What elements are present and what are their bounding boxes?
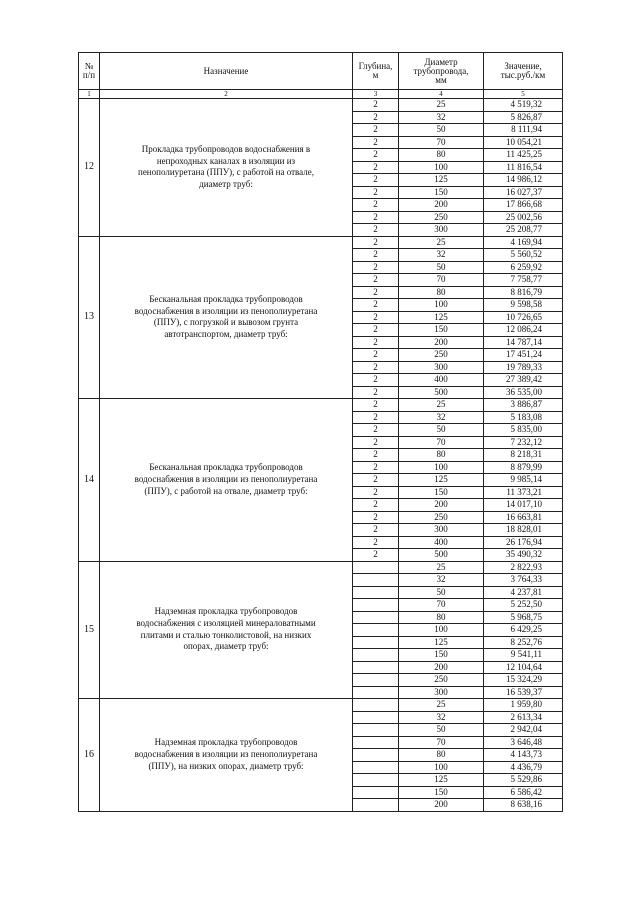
depth-cell: [353, 699, 399, 712]
row-description: Надземная прокладка трубопроводов водоснабжения с изоляцией минераловатными плитами и сталью тонколистовой, на низких опорах, диаметр труб:: [100, 561, 353, 699]
column-number-row: [79, 90, 563, 99]
depth-cell: [353, 586, 399, 599]
value-cell: 2 942,04: [484, 724, 563, 737]
value-cell: 8 638,16: [484, 799, 563, 812]
depth-cell: 2: [353, 436, 399, 449]
table-row: [79, 99, 563, 112]
depth-cell: 2: [353, 186, 399, 199]
diameter-cell: 80: [399, 611, 484, 624]
diameter-cell: 25: [399, 236, 484, 249]
diameter-cell: 100: [399, 624, 484, 637]
value-cell: 6 259,92: [484, 261, 563, 274]
depth-cell: 2: [353, 299, 399, 312]
value-cell: 6 429,25: [484, 624, 563, 637]
value-cell: 25 208,77: [484, 224, 563, 237]
diameter-cell: 50: [399, 424, 484, 437]
depth-cell: 2: [353, 486, 399, 499]
column-number: 2: [100, 90, 353, 99]
header-no: № п/п: [79, 53, 100, 90]
column-number: 5: [484, 90, 563, 99]
depth-cell: 2: [353, 361, 399, 374]
row-description: Надземная прокладка трубопроводов водоснабжения в изоляции из пенополиуретана (ППУ), на низких опорах, диаметр труб:: [100, 699, 353, 812]
diameter-cell: 70: [399, 436, 484, 449]
value-cell: 3 646,48: [484, 736, 563, 749]
diameter-cell: 250: [399, 511, 484, 524]
table-row: [79, 699, 563, 712]
depth-cell: [353, 774, 399, 787]
value-cell: 5 968,75: [484, 611, 563, 624]
diameter-cell: 125: [399, 174, 484, 187]
value-cell: 5 183,08: [484, 411, 563, 424]
diameter-cell: 150: [399, 324, 484, 337]
value-cell: 19 789,33: [484, 361, 563, 374]
value-cell: 7 232,12: [484, 436, 563, 449]
value-cell: 8 218,31: [484, 449, 563, 462]
depth-cell: [353, 736, 399, 749]
diameter-cell: 100: [399, 461, 484, 474]
diameter-cell: 150: [399, 486, 484, 499]
depth-cell: [353, 786, 399, 799]
diameter-cell: 500: [399, 549, 484, 562]
value-cell: 4 237,81: [484, 586, 563, 599]
diameter-cell: 100: [399, 761, 484, 774]
value-cell: 6 586,42: [484, 786, 563, 799]
value-cell: 15 324,29: [484, 674, 563, 687]
diameter-cell: 150: [399, 186, 484, 199]
diameter-cell: 32: [399, 111, 484, 124]
value-cell: 2 613,34: [484, 711, 563, 724]
diameter-cell: 80: [399, 749, 484, 762]
depth-cell: 2: [353, 149, 399, 162]
depth-cell: 2: [353, 136, 399, 149]
depth-cell: 2: [353, 249, 399, 262]
value-cell: 8 879,99: [484, 461, 563, 474]
row-number: 15: [79, 561, 100, 699]
depth-cell: 2: [353, 236, 399, 249]
table-row: [79, 561, 563, 574]
depth-cell: 2: [353, 336, 399, 349]
value-cell: 4 169,94: [484, 236, 563, 249]
diameter-cell: 100: [399, 161, 484, 174]
depth-cell: [353, 674, 399, 687]
diameter-cell: 300: [399, 224, 484, 237]
depth-cell: 2: [353, 174, 399, 187]
depth-cell: [353, 611, 399, 624]
diameter-cell: 32: [399, 411, 484, 424]
diameter-cell: 50: [399, 586, 484, 599]
diameter-cell: 150: [399, 786, 484, 799]
depth-cell: 2: [353, 386, 399, 399]
depth-cell: 2: [353, 211, 399, 224]
diameter-cell: 400: [399, 374, 484, 387]
depth-cell: 2: [353, 311, 399, 324]
value-cell: 14 986,12: [484, 174, 563, 187]
diameter-cell: 25: [399, 399, 484, 412]
value-cell: 9 598,58: [484, 299, 563, 312]
depth-cell: 2: [353, 461, 399, 474]
value-cell: 5 826,87: [484, 111, 563, 124]
depth-cell: 2: [353, 274, 399, 287]
depth-cell: [353, 799, 399, 812]
row-number: 16: [79, 699, 100, 812]
depth-cell: [353, 561, 399, 574]
depth-cell: 2: [353, 474, 399, 487]
row-number: 13: [79, 236, 100, 399]
value-cell: 27 389,42: [484, 374, 563, 387]
depth-cell: 2: [353, 524, 399, 537]
value-cell: 4 143,73: [484, 749, 563, 762]
diameter-cell: 200: [399, 336, 484, 349]
depth-cell: 2: [353, 286, 399, 299]
value-cell: 10 726,65: [484, 311, 563, 324]
diameter-cell: 150: [399, 649, 484, 662]
diameter-cell: 125: [399, 311, 484, 324]
value-cell: 9 541,11: [484, 649, 563, 662]
diameter-cell: 300: [399, 361, 484, 374]
value-cell: 11 425,25: [484, 149, 563, 162]
diameter-cell: 70: [399, 599, 484, 612]
row-description: Бесканальная прокладка трубопроводов водоснабжения в изоляции из пенополиуретана (ППУ), с погрузкой и вывозом грунта автотранспортом, диаметр труб:: [100, 236, 353, 399]
value-cell: 26 176,94: [484, 536, 563, 549]
value-cell: 4 436,79: [484, 761, 563, 774]
row-number: 12: [79, 99, 100, 237]
column-number: 1: [79, 90, 100, 99]
depth-cell: [353, 724, 399, 737]
value-cell: 14 017,10: [484, 499, 563, 512]
header-depth: Глубина, м: [353, 53, 399, 90]
diameter-cell: 80: [399, 149, 484, 162]
value-cell: 36 535,00: [484, 386, 563, 399]
depth-cell: 2: [353, 349, 399, 362]
diameter-cell: 50: [399, 124, 484, 137]
diameter-cell: 32: [399, 711, 484, 724]
diameter-cell: 50: [399, 724, 484, 737]
diameter-cell: 80: [399, 286, 484, 299]
value-cell: 18 828,01: [484, 524, 563, 537]
depth-cell: 2: [353, 99, 399, 112]
row-number: 14: [79, 399, 100, 562]
diameter-cell: 400: [399, 536, 484, 549]
value-cell: 5 252,50: [484, 599, 563, 612]
diameter-cell: 25: [399, 99, 484, 112]
header-name: Назначение: [100, 53, 353, 90]
price-table: [78, 52, 563, 812]
value-cell: 17 451,24: [484, 349, 563, 362]
depth-cell: [353, 624, 399, 637]
depth-cell: 2: [353, 424, 399, 437]
depth-cell: 2: [353, 224, 399, 237]
value-cell: 9 985,14: [484, 474, 563, 487]
value-cell: 11 373,21: [484, 486, 563, 499]
diameter-cell: 125: [399, 474, 484, 487]
value-cell: 25 002,56: [484, 211, 563, 224]
diameter-cell: 100: [399, 299, 484, 312]
value-cell: 35 490,32: [484, 549, 563, 562]
depth-cell: 2: [353, 536, 399, 549]
depth-cell: [353, 749, 399, 762]
depth-cell: [353, 761, 399, 774]
header-row: [79, 53, 563, 90]
table-body: [79, 99, 563, 812]
diameter-cell: 200: [399, 499, 484, 512]
value-cell: 16 663,81: [484, 511, 563, 524]
diameter-cell: 300: [399, 686, 484, 699]
depth-cell: 2: [353, 111, 399, 124]
diameter-cell: 80: [399, 449, 484, 462]
value-cell: 5 529,86: [484, 774, 563, 787]
depth-cell: 2: [353, 411, 399, 424]
depth-cell: [353, 599, 399, 612]
value-cell: 10 054,21: [484, 136, 563, 149]
diameter-cell: 25: [399, 699, 484, 712]
diameter-cell: 250: [399, 211, 484, 224]
depth-cell: [353, 636, 399, 649]
diameter-cell: 25: [399, 561, 484, 574]
depth-cell: [353, 711, 399, 724]
diameter-cell: 200: [399, 199, 484, 212]
diameter-cell: 125: [399, 636, 484, 649]
depth-cell: 2: [353, 199, 399, 212]
table-header: [79, 53, 563, 99]
diameter-cell: 125: [399, 774, 484, 787]
diameter-cell: 250: [399, 349, 484, 362]
diameter-cell: 200: [399, 661, 484, 674]
value-cell: 3 886,87: [484, 399, 563, 412]
depth-cell: 2: [353, 399, 399, 412]
depth-cell: 2: [353, 499, 399, 512]
column-number: 3: [353, 90, 399, 99]
depth-cell: 2: [353, 511, 399, 524]
diameter-cell: 500: [399, 386, 484, 399]
depth-cell: 2: [353, 261, 399, 274]
depth-cell: 2: [353, 449, 399, 462]
value-cell: 5 560,52: [484, 249, 563, 262]
diameter-cell: 250: [399, 674, 484, 687]
value-cell: 8 816,79: [484, 286, 563, 299]
diameter-cell: 32: [399, 249, 484, 262]
row-description: Прокладка трубопроводов водоснабжения в непроходных каналах в изоляции из пенополиуретана (ППУ), с работой на отвале, диаметр труб:: [100, 99, 353, 237]
value-cell: 12 104,64: [484, 661, 563, 674]
diameter-cell: 70: [399, 274, 484, 287]
value-cell: 3 764,33: [484, 574, 563, 587]
header-value: Значение, тыс.руб./км: [484, 53, 563, 90]
value-cell: 2 822,93: [484, 561, 563, 574]
depth-cell: [353, 649, 399, 662]
depth-cell: 2: [353, 374, 399, 387]
row-description: Бесканальная прокладка трубопроводов водоснабжения в изоляции из пенополиуретана (ППУ), с работой на отвале, диаметр труб:: [100, 399, 353, 562]
value-cell: 7 758,77: [484, 274, 563, 287]
value-cell: 8 252,76: [484, 636, 563, 649]
value-cell: 16 539,37: [484, 686, 563, 699]
depth-cell: 2: [353, 324, 399, 337]
value-cell: 17 866,68: [484, 199, 563, 212]
diameter-cell: 50: [399, 261, 484, 274]
value-cell: 14 787,14: [484, 336, 563, 349]
depth-cell: 2: [353, 124, 399, 137]
depth-cell: [353, 686, 399, 699]
depth-cell: 2: [353, 549, 399, 562]
diameter-cell: 300: [399, 524, 484, 537]
diameter-cell: 70: [399, 736, 484, 749]
value-cell: 16 027,37: [484, 186, 563, 199]
value-cell: 12 086,24: [484, 324, 563, 337]
depth-cell: [353, 661, 399, 674]
value-cell: 11 816,54: [484, 161, 563, 174]
diameter-cell: 32: [399, 574, 484, 587]
header-diameter: Диаметр трубопровода, мм: [399, 53, 484, 90]
table-row: [79, 236, 563, 249]
depth-cell: [353, 574, 399, 587]
value-cell: 8 111,94: [484, 124, 563, 137]
value-cell: 5 835,00: [484, 424, 563, 437]
column-number: 4: [399, 90, 484, 99]
diameter-cell: 70: [399, 136, 484, 149]
value-cell: 4 519,32: [484, 99, 563, 112]
diameter-cell: 200: [399, 799, 484, 812]
depth-cell: 2: [353, 161, 399, 174]
table-row: [79, 399, 563, 412]
value-cell: 1 959,80: [484, 699, 563, 712]
